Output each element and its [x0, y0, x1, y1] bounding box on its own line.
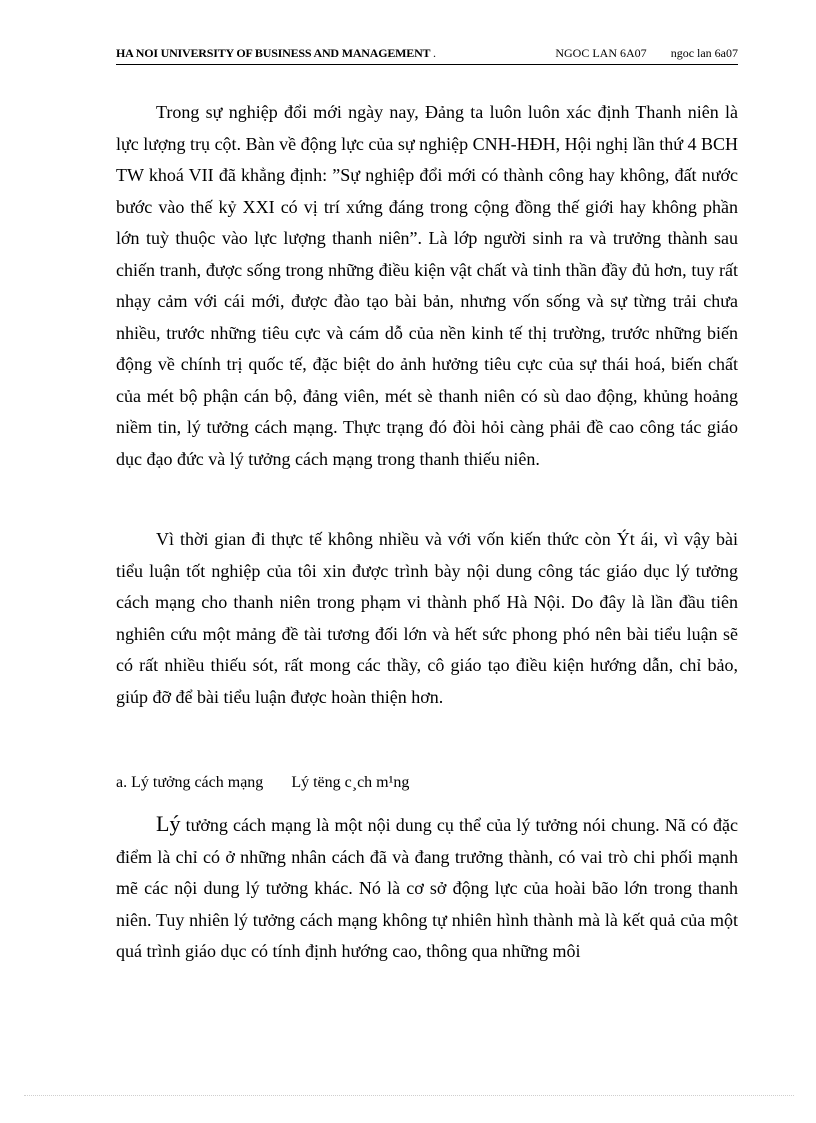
page-bottom-divider [24, 1095, 794, 1096]
paragraph-scope: Vì thời gian đi thực tế không nhiều và với vốn kiến thức còn Ýt ái, vì vậy bài tiểu luận tốt nghiệp của tôi xin được trình bày nội dung công tác giáo dục lý tưởng cách mạng cho thanh niên trong phạm vi thành phố Hà Nội. Do đây là lần đầu tiên nghiên cứu một mảng đề tài tương đối lớn và hết sức phong phó nên bài tiểu luận sẽ có rất nhiều thiếu sót, rất mong các thầy, cô giáo tạo điều kiện hướng dẫn, chỉ bảo, giúp đỡ để bài tiểu luận được hoàn thiện hơn. [116, 529, 738, 707]
section-heading-label: a. Lý tưởng cách mạng [116, 774, 264, 791]
paragraph-ideal [116, 808, 738, 968]
page-header [116, 44, 738, 65]
header-dot: . [432, 46, 436, 60]
section-heading-garbled: Lý tëng c¸ch m¹ng [291, 774, 410, 791]
header-author-code: NGOC LAN 6A07 [555, 46, 647, 60]
section-heading [116, 774, 409, 792]
paragraph-ideal-first-word: Lý [156, 811, 181, 836]
paragraph-intro: Trong sự nghiệp đổi mới ngày nay, Đảng ta luôn luôn xác định Thanh niên là lực lượng trụ cột. Bàn về động lực của sự nghiệp CNH-HĐH, Hội nghị lần thứ 4 BCH TW khoá VII đã khẳng định: ”Sự nghiệp đổi mới có thành công hay không, đất nước bước vào thế kỷ XXI có vị trí xứng đáng trong cộng đồng thế giới hay không phần lớn tuỳ thuộc vào lực lượng thanh niên”. Là lớp người sinh ra và trưởng thành sau chiến tranh, được sống trong những điều kiện vật chất và tinh thần đầy đủ hơn, tuy rất nhạy cảm với cái mới, được đào tạo bài bản, nhưng vốn sống và sự từng trải chưa nhiều, trước những tiêu cực và cám dỗ của nền kinh tế thị trường, trước những biến động về chính trị quốc tế, đặc biệt do ảnh hưởng tiêu cực của sự thái hoá, biến chất của mét bộ phận cán bộ, đảng viên, mét sè thanh niên có sù dao động, khủng hoảng niềm tin, lý tưởng cách mạng. Thực trạng đó đòi hỏi càng phải đề cao công tác giáo dục đạo đức và lý tưởng cách mạng trong thanh thiếu niên. [116, 102, 738, 469]
paragraph-ideal-text: tưởng cách mạng là một nội dung cụ thể của lý tưởng nói chung. Nã có đặc điểm là chỉ có ở những nhân cách đã và đang trưởng thành, có vai trò chi phối mạnh mẽ các nội dung lý tưởng khác. Nó là cơ sở động lực của hoài bão lớn trong thanh niên. Tuy nhiên lý tưởng cách mạng không tự nhiên hình thành mà là kết quả của một quá trình giáo dục có tính định hướng cao, thông qua những môi [116, 815, 738, 961]
header-university-name: HA NOI UNIVERSITY OF BUSINESS AND MANAGEMENT [116, 46, 431, 60]
header-author [555, 46, 738, 61]
header-university [116, 46, 436, 61]
header-author-code-lower: ngoc lan 6a07 [670, 46, 738, 60]
